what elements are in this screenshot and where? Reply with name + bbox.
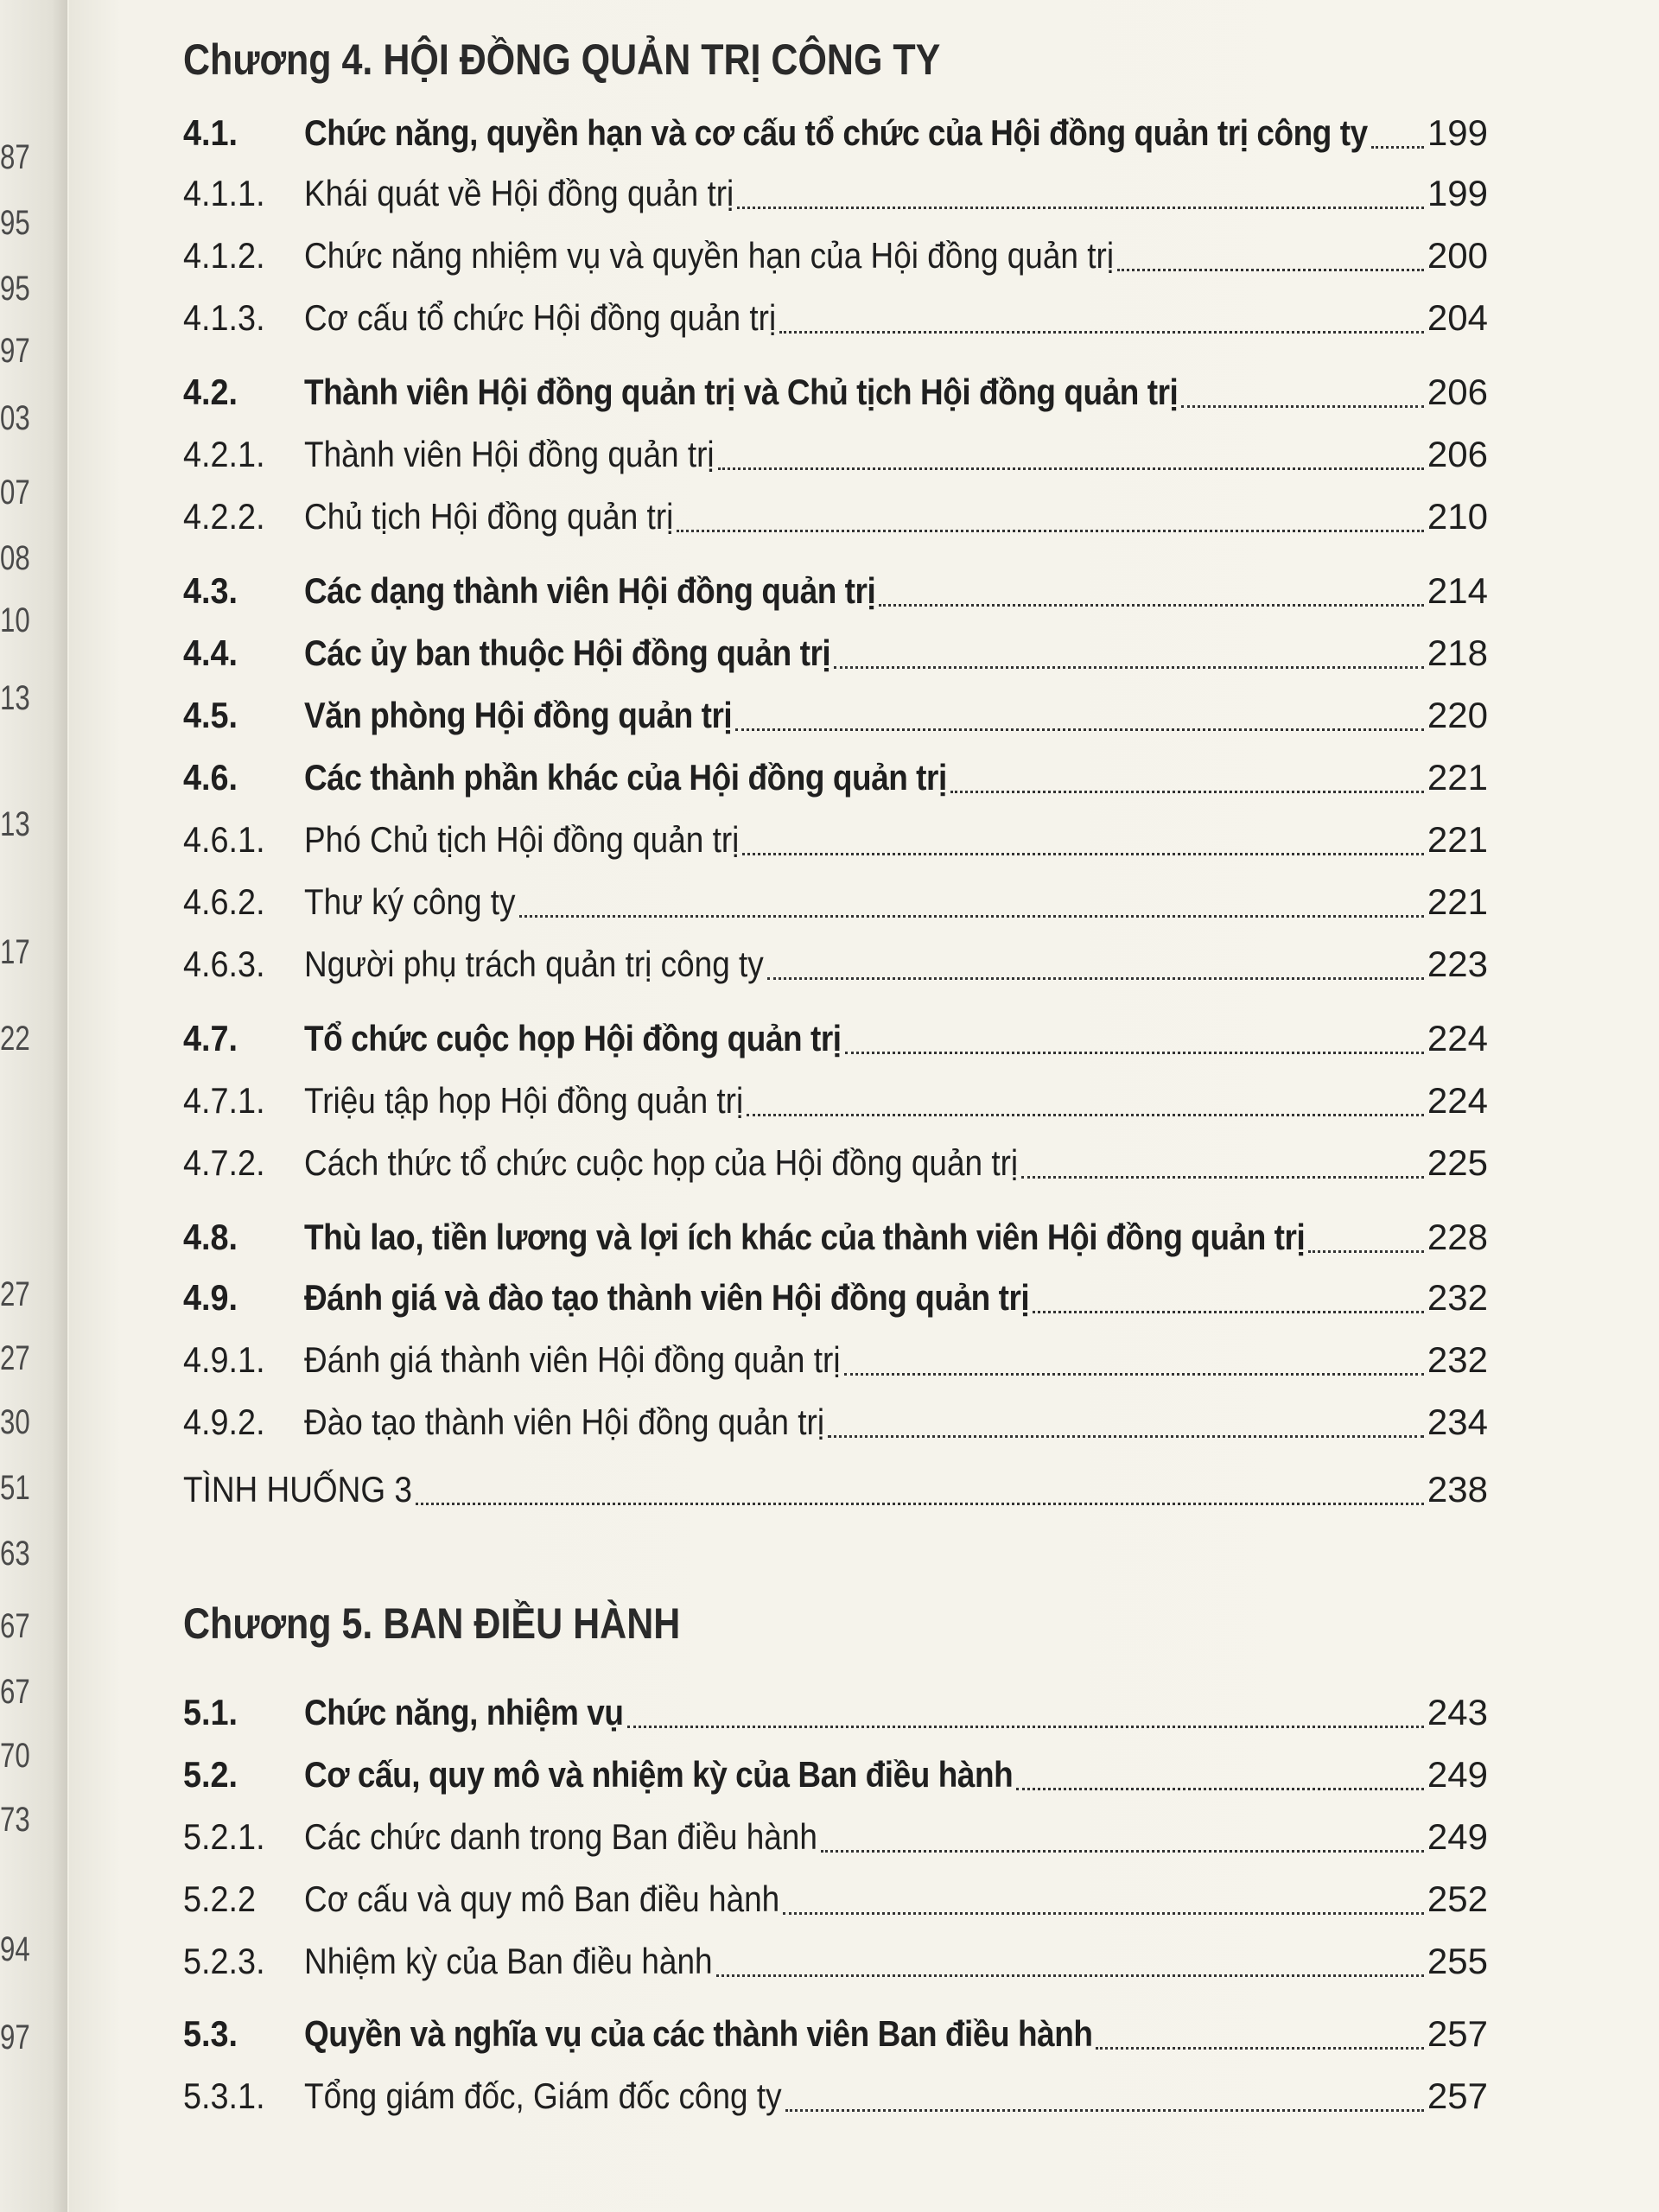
toc-entry-page: 221: [1427, 819, 1488, 860]
toc-entry-number: 4.1.1.: [183, 173, 265, 213]
toc-entry-number: 4.7.: [183, 1018, 238, 1058]
toc-leader-dots: [1181, 405, 1424, 408]
toc-entry[interactable]: [183, 434, 1488, 480]
toc-entry[interactable]: [183, 757, 1488, 804]
toc-entry-number: 4.5.: [183, 695, 238, 735]
toc-entry-number: 4.6.3.: [183, 944, 265, 984]
toc-leader-dots: [1033, 1311, 1424, 1313]
toc-entry-text: Tổng giám đốc, Giám đốc công ty: [304, 2075, 782, 2116]
toc-entry-text: Cách thức tổ chức cuộc họp của Hội đồng quản trị: [304, 1142, 1019, 1183]
toc-entry-text: Người phụ trách quản trị công ty: [304, 944, 764, 984]
edge-page-number: 73: [0, 1801, 30, 1839]
toc-entry-page: 200: [1427, 235, 1488, 276]
toc-entry-page: 206: [1427, 372, 1488, 412]
toc-entry-number: 4.7.2.: [183, 1142, 265, 1183]
toc-entry-number: 4.9.2.: [183, 1402, 265, 1442]
toc-entry-number: 4.6.2.: [183, 881, 265, 922]
toc-entry[interactable]: [183, 819, 1488, 866]
toc-entry-page: 255: [1427, 1941, 1488, 1981]
toc-entry-text: Chức năng, quyền hạn và cơ cấu tổ chức của Hội đồng quản trị công ty: [304, 112, 1368, 153]
toc-entry-text: Các dạng thành viên Hội đồng quản trị: [304, 570, 876, 611]
toc-entry-page: 228: [1427, 1217, 1488, 1257]
edge-page-number: 08: [0, 539, 30, 577]
toc-entry-text: Chủ tịch Hội đồng quản trị: [304, 496, 674, 537]
toc-leader-dots: [1371, 146, 1424, 149]
toc-entry-text: Thù lao, tiền lương và lợi ích khác của thành viên Hội đồng quản trị: [304, 1217, 1306, 1257]
toc-entry-text: Cơ cấu, quy mô và nhiệm kỳ của Ban điều hành: [304, 1754, 1014, 1795]
toc-entry[interactable]: [183, 1018, 1488, 1065]
toc-entry-page: 257: [1427, 2075, 1488, 2116]
toc-entry-number: 4.7.1.: [183, 1080, 265, 1121]
edge-page-number: 87: [0, 138, 30, 176]
toc-entry[interactable]: [183, 297, 1488, 344]
toc-entry[interactable]: [183, 2013, 1488, 2060]
toc-entry-number: 4.2.2.: [183, 496, 265, 537]
toc-entry-page: 225: [1427, 1142, 1488, 1183]
toc-entry-page: 199: [1427, 173, 1488, 213]
toc-entry-page: 221: [1427, 881, 1488, 922]
toc-entry-page: 243: [1427, 1692, 1488, 1732]
edge-page-number: 27: [0, 1339, 30, 1377]
toc-leader-dots: [742, 853, 1424, 855]
edge-page-number: 97: [0, 332, 30, 370]
toc-entry-text: Các thành phần khác của Hội đồng quản trị: [304, 757, 947, 798]
toc-entry-page: 214: [1427, 570, 1488, 611]
toc-entry[interactable]: [183, 1941, 1488, 1987]
edge-page-number: 22: [0, 1020, 30, 1058]
toc-entry-number: 5.1.: [183, 1692, 238, 1732]
toc-entry-text: Phó Chủ tịch Hội đồng quản trị: [304, 819, 740, 860]
toc-entry-number: 4.9.: [183, 1277, 238, 1318]
toc-entry-number: 4.4.: [183, 632, 238, 673]
toc-entry-text: Khái quát về Hội đồng quản trị: [304, 173, 734, 213]
toc-entry-case-study[interactable]: [183, 1469, 1488, 1516]
toc-entry-text: Chức năng nhiệm vụ và quyền hạn của Hội đồng quản trị: [304, 235, 1115, 276]
toc-entry-number: 4.3.: [183, 570, 238, 611]
edge-page-number: 03: [0, 399, 30, 437]
edge-page-number: 63: [0, 1535, 30, 1573]
toc-leader-dots: [767, 977, 1424, 980]
toc-leader-dots: [828, 1435, 1424, 1438]
toc-entry[interactable]: [183, 1754, 1488, 1801]
toc-entry-text: Tổ chức cuộc họp Hội đồng quản trị: [304, 1018, 842, 1058]
toc-leader-dots: [677, 530, 1424, 532]
toc-leader-dots: [519, 915, 1424, 918]
toc-entry-text: Thành viên Hội đồng quản trị và Chủ tịch Hội đồng quản trị: [304, 372, 1179, 412]
toc-leader-dots: [785, 2109, 1424, 2112]
toc-entry-number: 4.9.1.: [183, 1339, 265, 1380]
toc-entry-number: 4.1.: [183, 112, 238, 153]
toc-leader-dots: [1096, 2047, 1423, 2050]
toc-entry-number: 4.6.: [183, 757, 238, 798]
toc-leader-dots: [716, 1974, 1424, 1977]
toc-entry-page: 257: [1427, 2013, 1488, 2054]
toc-entry-text: Đánh giá thành viên Hội đồng quản trị: [304, 1339, 841, 1380]
edge-page-number: 70: [0, 1737, 30, 1775]
toc-entry-text: Cơ cấu và quy mô Ban điều hành: [304, 1878, 780, 1919]
toc-leader-dots: [1117, 269, 1424, 271]
toc-entry[interactable]: [183, 1692, 1488, 1738]
toc-leader-dots: [1308, 1250, 1424, 1253]
toc-entry[interactable]: [183, 1339, 1488, 1386]
chapter-4-title: Chương 4. HỘI ĐỒNG QUẢN TRỊ CÔNG TY: [183, 35, 941, 84]
toc-entry[interactable]: [183, 1402, 1488, 1448]
toc-entry-number: 5.3.: [183, 2013, 238, 2054]
toc-entry-text: Cơ cấu tổ chức Hội đồng quản trị: [304, 297, 777, 338]
toc-leader-dots: [735, 728, 1424, 731]
toc-leader-dots: [844, 1373, 1424, 1376]
toc-entry-number: 5.2.2: [183, 1878, 257, 1919]
toc-leader-dots: [416, 1503, 1424, 1505]
toc-entry-page: 223: [1427, 944, 1488, 984]
edge-page-number: 95: [0, 270, 30, 308]
toc-entry-number: 4.2.1.: [183, 434, 265, 474]
toc-leader-dots: [718, 467, 1424, 470]
toc-leader-dots: [834, 666, 1424, 669]
toc-entry-page: 224: [1427, 1080, 1488, 1121]
edge-page-number: 30: [0, 1403, 30, 1441]
toc-entry[interactable]: [183, 496, 1488, 543]
edge-page-number: 10: [0, 601, 30, 639]
toc-entry-number: 4.2.: [183, 372, 238, 412]
toc-entry-number: 4.6.1.: [183, 819, 265, 860]
toc-leader-dots: [845, 1052, 1424, 1054]
toc-entry-number: 4.8.: [183, 1217, 238, 1257]
toc-entry[interactable]: [183, 944, 1488, 990]
toc-entry-text: Thành viên Hội đồng quản trị: [304, 434, 715, 474]
toc-entry-page: 232: [1427, 1339, 1488, 1380]
edge-page-number: 97: [0, 2018, 30, 2056]
toc-leader-dots: [747, 1114, 1424, 1116]
toc-entry-text: Quyền và nghĩa vụ của các thành viên Ban điều hành: [304, 2013, 1093, 2054]
toc-entry-page: 221: [1427, 757, 1488, 798]
edge-page-number: 17: [0, 933, 30, 971]
toc-entry-page: 249: [1427, 1816, 1488, 1857]
toc-entry-page: 210: [1427, 496, 1488, 537]
toc-entry[interactable]: [183, 1878, 1488, 1925]
toc-entry-text: Thư ký công ty: [304, 881, 516, 922]
toc-leader-dots: [879, 604, 1424, 607]
toc-entry-page: 238: [1427, 1469, 1488, 1510]
toc-entry-text: Chức năng, nhiệm vụ: [304, 1692, 624, 1732]
toc-entry-text: Đánh giá và đào tạo thành viên Hội đồng quản trị: [304, 1277, 1030, 1318]
edge-page-number: 95: [0, 204, 30, 242]
toc-leader-dots: [627, 1726, 1424, 1728]
toc-entry-text: Triệu tập họp Hội đồng quản trị: [304, 1080, 744, 1121]
toc-entry-page: 206: [1427, 434, 1488, 474]
toc-entry-text: Văn phòng Hội đồng quản trị: [304, 695, 733, 735]
edge-page-number: 51: [0, 1469, 30, 1507]
toc-entry[interactable]: [183, 112, 1488, 159]
edge-page-number: 94: [0, 1930, 30, 1968]
toc-entry-text: Đào tạo thành viên Hội đồng quản trị: [304, 1402, 825, 1442]
toc-entry-page: 220: [1427, 695, 1488, 735]
toc-leader-dots: [950, 791, 1424, 793]
toc-entry[interactable]: [183, 173, 1488, 219]
toc-entry-number: 5.2.3.: [183, 1941, 265, 1981]
edge-page-number: 13: [0, 805, 30, 843]
toc-entry-page: 204: [1427, 297, 1488, 338]
toc-entry-page: 218: [1427, 632, 1488, 673]
toc-entry-page: 224: [1427, 1018, 1488, 1058]
edge-page-number: 67: [0, 1673, 30, 1711]
toc-entry[interactable]: [183, 1816, 1488, 1863]
toc-entry[interactable]: [183, 632, 1488, 679]
left-facing-page-edge: [0, 0, 67, 2212]
toc-entry-number: 4.1.2.: [183, 235, 265, 276]
toc-leader-dots: [783, 1912, 1424, 1915]
edge-page-number: 67: [0, 1607, 30, 1645]
toc-entry[interactable]: [183, 1142, 1488, 1189]
edge-page-number: 07: [0, 474, 30, 512]
toc-entry[interactable]: [183, 695, 1488, 741]
toc-entry-number: 4.1.3.: [183, 297, 265, 338]
toc-entry[interactable]: [183, 570, 1488, 617]
toc-entry[interactable]: [183, 1080, 1488, 1127]
toc-entry-page: 252: [1427, 1878, 1488, 1919]
toc-entry-number: 5.2.1.: [183, 1816, 265, 1857]
toc-entry-text: Các chức danh trong Ban điều hành: [304, 1816, 817, 1857]
toc-entry[interactable]: [183, 881, 1488, 928]
toc-entry-page: 249: [1427, 1754, 1488, 1795]
toc-entry-page: 232: [1427, 1277, 1488, 1318]
toc-entry-number: 5.2.: [183, 1754, 238, 1795]
toc-entry[interactable]: [183, 235, 1488, 282]
toc-leader-dots: [737, 207, 1424, 209]
toc-leader-dots: [779, 331, 1424, 334]
toc-entry[interactable]: [183, 2075, 1488, 2122]
toc-entry[interactable]: [183, 1277, 1488, 1324]
toc-entry[interactable]: [183, 372, 1488, 418]
edge-page-number: 27: [0, 1275, 30, 1313]
chapter-5-title: Chương 5. BAN ĐIỀU HÀNH: [183, 1599, 681, 1648]
edge-page-number: 13: [0, 679, 30, 717]
toc-entry-number: 5.3.1.: [183, 2075, 265, 2116]
toc-entry-page: 234: [1427, 1402, 1488, 1442]
toc-entry-text: Nhiệm kỳ của Ban điều hành: [304, 1941, 713, 1981]
toc-leader-dots: [1021, 1176, 1424, 1179]
toc-entry[interactable]: [183, 1217, 1488, 1263]
toc-leader-dots: [821, 1850, 1424, 1853]
toc-entry-page: 199: [1427, 112, 1488, 153]
toc-leader-dots: [1016, 1788, 1424, 1790]
toc-entry-text: Các ủy ban thuộc Hội đồng quản trị: [304, 632, 831, 673]
toc-entry-text: TÌNH HUỐNG 3: [183, 1469, 412, 1510]
